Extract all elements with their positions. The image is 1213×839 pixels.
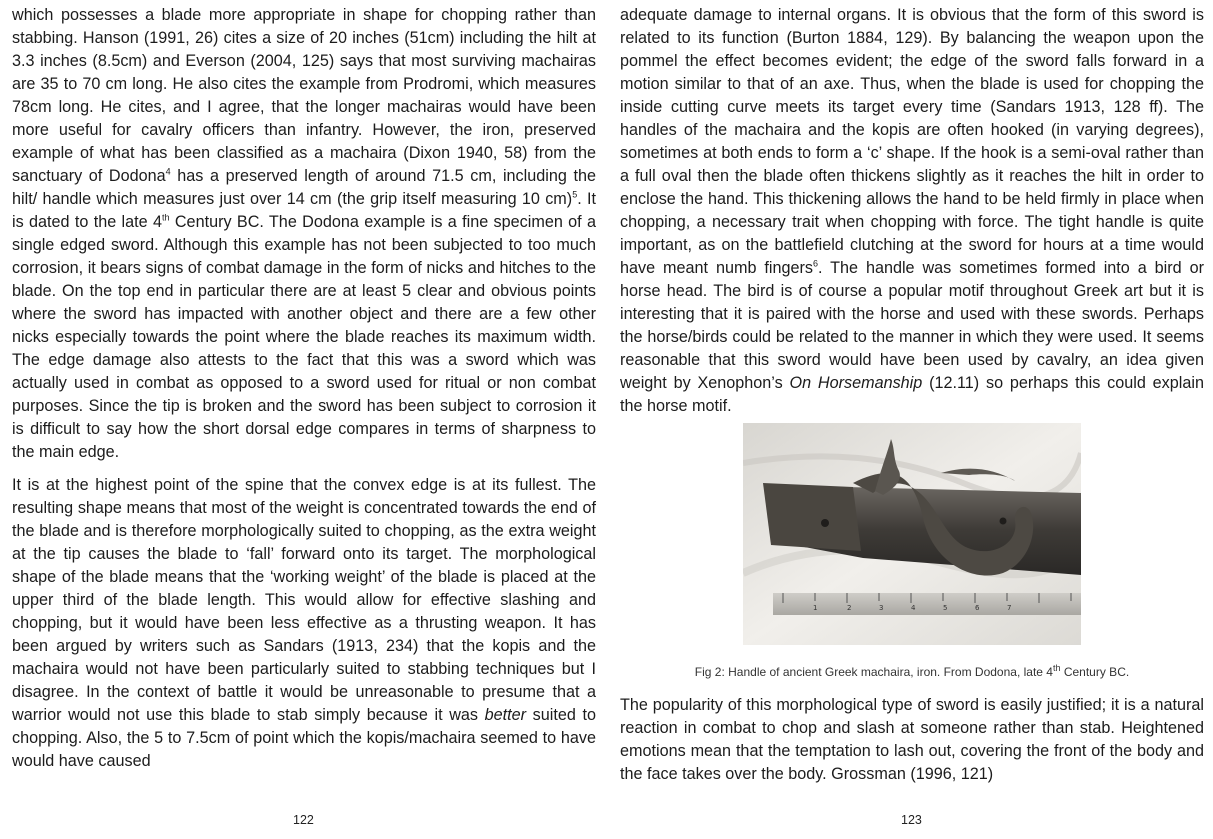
left-page-text [12, 4, 596, 773]
page-number-left: 122 [293, 813, 314, 827]
svg-text:5: 5 [943, 604, 948, 612]
svg-text:6: 6 [975, 604, 980, 612]
svg-text:4: 4 [911, 604, 916, 612]
figure-caption: Fig 2: Handle of ancient Greek machaira, iron. From Dodona, late 4th Century BC. [694, 663, 1130, 679]
paragraph: It is at the highest point of the spine that the convex edge is at its fullest. The resulting shape means that most of the weight is concentrated towards the end of the blade and is therefore morphologically suited to chopping, as the extra weight at the tip causes the blade to ‘fall’ forward onto its target. The morphological shape of the blade means that the ‘working weight’ of the blade is placed at the upper third of the blade length. This would allow for effective slashing and chopping, but it would have been less effective as a thrusting weapon. It has been argued by writers such as Sandars (1913, 234) that the kopis and the machaira would not have been particularly suited to stabbing techniques but I disagree. In the context of battle it would be unreasonable to presume that a warrior would not use this blade to stab simply because it was better suited to chopping. Also, the 5 to 7.5cm of point which the kopis/machaira seemed to have would have caused [12, 476, 596, 770]
figure [620, 423, 1204, 680]
svg-text:3: 3 [879, 604, 884, 612]
svg-text:2: 2 [847, 604, 852, 612]
right-page-text [620, 4, 1204, 786]
sword-handle-image [743, 423, 1081, 645]
svg-text:7: 7 [1007, 604, 1012, 612]
paragraph: which possesses a blade more appropriate in shape for chopping rather than stabbing. Hanson (1991, 26) cites a size of 20 inches (51cm) including the hilt at 3.3 inches (8.5cm) and Everson (2004, 125) says that most surviving machairas are 35 to 70 cm long. He also cites the example from Prodromi, which measures 78cm long. He cites, and I agree, that the longer machairas would have been more useful for cavalry officers than infantry. However, the iron, preserved example of what has been classified as a machaira (Dixon 1940, 58) from the sanctuary of Dodona$^4$ has a preserved length of around 71.5 cm, including the hilt/ handle which measures just over 14 cm (the grip itself measuring 10 cm)$^5$. It is dated to the late 4th Century BC. The Dodona example is a fine specimen of a single edged sword. Although this example has not been subjected to too much corrosion, it bears signs of combat damage in the form of nicks and hitches to the blade. On the top end in particular there are at least 5 clear and obvious points where the sword has impacted with another object and there are a few other nicks especially towards the point where the blade reaches its maximum width. The edge damage also attests to the fact that this was a sword which was actually used in combat as opposed to a sword used for ritual or non combat purposes. Since the tip is broken and the sword has been subject to corrosion it is difficult to say how the short dorsal edge compares in terms of sharpness to the main edge. [12, 6, 597, 461]
page-number-right: 123 [901, 813, 922, 827]
paragraph: adequate damage to internal organs. It is obvious that the form of this sword is related to its function (Burton 1884, 129). By balancing the weapon upon the pommel the effect becomes evident; the edge of the sword falls forward in a motion similar to that of an axe. Thus, when the blade is used for chopping the inside cutting curve meets its target every time (Sandars 1913, 128 ff). The handles of the machaira and the kopis are often hooked (in varying degrees), sometimes at both ends to form a ‘c’ shape. If the hook is a semi-oval rather than a full oval then the blade often thickens slightly as it reaches the hilt in order to enclose the hand. This thickening allows the hand to be held firmly in place when chopping, a necessary trait when chopping with force. The tight handle is quite important, as on the battlefield clutching at the sword for hours at a time would have meant numb fingers$^6$. The handle was sometimes formed into a bird or horse head. The bird is of course a popular motif throughout Greek art but it is interesting that it is paired with the horse and used with these swords. Perhaps the horse/birds could be related to the manner in which they were used. It seems reasonable that this sword would have been used by cavalry, an idea given weight by Xenophon’s On Horsemanship (12.11) so perhaps this could explain the horse motif. [620, 6, 1204, 415]
svg-text:1: 1 [813, 604, 818, 612]
paragraph: The popularity of this morphological type of sword is easily justified; it is a natural reaction in combat to chop and slash at someone rather than stab. Heightened emotions mean that the temptation to lash out, covering the front of the body and the face takes over the body. Grossman (1996, 121) [620, 696, 1204, 783]
machaira-handle-photo [743, 423, 1081, 645]
